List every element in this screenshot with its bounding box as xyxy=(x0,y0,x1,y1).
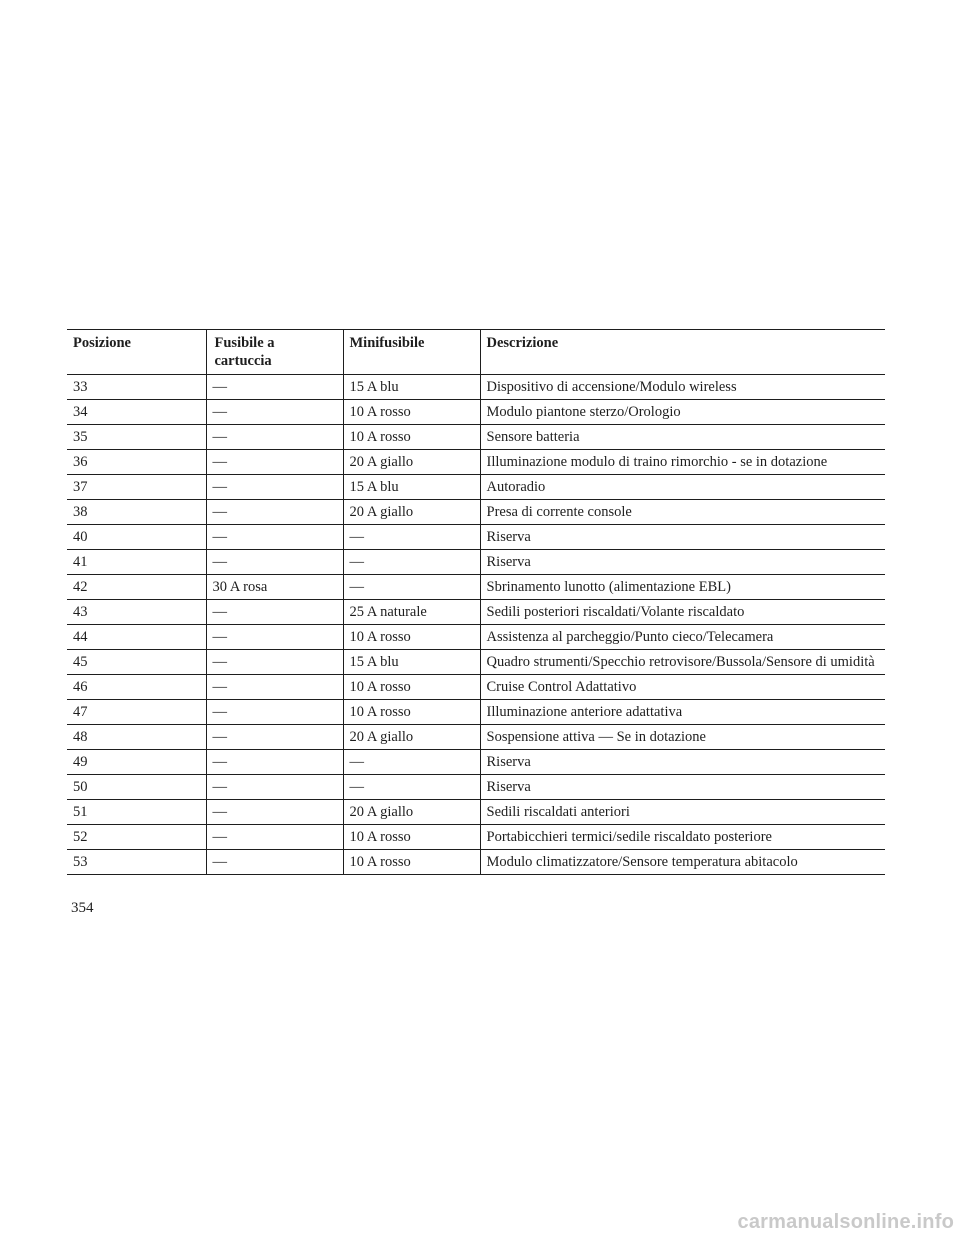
cell-cartridge-fuse: — xyxy=(206,500,343,525)
table-row xyxy=(67,600,885,625)
cell-description: Cruise Control Adattativo xyxy=(480,675,885,700)
cell-description: Sospensione attiva — Se in dotazione xyxy=(480,725,885,750)
cell-cartridge-fuse: — xyxy=(206,775,343,800)
cell-mini-fuse: 25 A naturale xyxy=(343,600,480,625)
table-header-row xyxy=(67,330,885,375)
cell-position: 52 xyxy=(67,825,206,850)
cell-mini-fuse: 20 A giallo xyxy=(343,500,480,525)
header-cartridge-fuse: Fusibile a cartuccia xyxy=(206,330,343,375)
table-row xyxy=(67,775,885,800)
header-position: Posizione xyxy=(67,330,206,375)
cell-position: 47 xyxy=(67,700,206,725)
cell-cartridge-fuse: — xyxy=(206,750,343,775)
table-row xyxy=(67,625,885,650)
fuse-table xyxy=(67,329,885,875)
cell-position: 46 xyxy=(67,675,206,700)
cell-description: Sedili posteriori riscaldati/Volante riscaldato xyxy=(480,600,885,625)
table-row xyxy=(67,725,885,750)
watermark: carmanualsonline.info xyxy=(737,1211,954,1233)
cell-position: 45 xyxy=(67,650,206,675)
cell-description: Dispositivo di accensione/Modulo wireless xyxy=(480,375,885,400)
cell-cartridge-fuse: — xyxy=(206,650,343,675)
cell-description: Modulo piantone sterzo/Orologio xyxy=(480,400,885,425)
cell-cartridge-fuse: — xyxy=(206,675,343,700)
header-description: Descrizione xyxy=(480,330,885,375)
cell-mini-fuse: — xyxy=(343,775,480,800)
cell-position: 50 xyxy=(67,775,206,800)
cell-description: Illuminazione anteriore adattativa xyxy=(480,700,885,725)
cell-cartridge-fuse: — xyxy=(206,825,343,850)
cell-position: 44 xyxy=(67,625,206,650)
cell-position: 51 xyxy=(67,800,206,825)
cell-mini-fuse: 15 A blu xyxy=(343,650,480,675)
table-row xyxy=(67,675,885,700)
cell-cartridge-fuse: — xyxy=(206,725,343,750)
cell-mini-fuse: 20 A giallo xyxy=(343,450,480,475)
table-row xyxy=(67,475,885,500)
cell-description: Portabicchieri termici/sedile riscaldato posteriore xyxy=(480,825,885,850)
cell-mini-fuse: — xyxy=(343,575,480,600)
cell-position: 43 xyxy=(67,600,206,625)
cell-mini-fuse: 10 A rosso xyxy=(343,700,480,725)
table-row xyxy=(67,850,885,875)
table-row xyxy=(67,575,885,600)
cell-description: Sbrinamento lunotto (alimentazione EBL) xyxy=(480,575,885,600)
table-row xyxy=(67,375,885,400)
cell-description: Autoradio xyxy=(480,475,885,500)
cell-description: Presa di corrente console xyxy=(480,500,885,525)
cell-description: Assistenza al parcheggio/Punto cieco/Telecamera xyxy=(480,625,885,650)
cell-description: Riserva xyxy=(480,775,885,800)
cell-description: Quadro strumenti/Specchio retrovisore/Bussola/Sensore di umidità xyxy=(480,650,885,675)
cell-description: Riserva xyxy=(480,525,885,550)
cell-position: 34 xyxy=(67,400,206,425)
table-row xyxy=(67,450,885,475)
table-row xyxy=(67,500,885,525)
table-row xyxy=(67,750,885,775)
cell-mini-fuse: 10 A rosso xyxy=(343,675,480,700)
cell-cartridge-fuse: — xyxy=(206,850,343,875)
cell-position: 36 xyxy=(67,450,206,475)
table-row xyxy=(67,525,885,550)
cell-position: 33 xyxy=(67,375,206,400)
cell-description: Riserva xyxy=(480,550,885,575)
cell-cartridge-fuse: — xyxy=(206,600,343,625)
cell-cartridge-fuse: — xyxy=(206,800,343,825)
cell-position: 37 xyxy=(67,475,206,500)
cell-cartridge-fuse: — xyxy=(206,550,343,575)
header-mini-fuse: Minifusibile xyxy=(343,330,480,375)
cell-mini-fuse: 10 A rosso xyxy=(343,400,480,425)
cell-description: Modulo climatizzatore/Sensore temperatura abitacolo xyxy=(480,850,885,875)
cell-description: Sensore batteria xyxy=(480,425,885,450)
cell-cartridge-fuse: 30 A rosa xyxy=(206,575,343,600)
cell-mini-fuse: — xyxy=(343,750,480,775)
cell-cartridge-fuse: — xyxy=(206,450,343,475)
cell-cartridge-fuse: — xyxy=(206,625,343,650)
cell-cartridge-fuse: — xyxy=(206,400,343,425)
cell-position: 49 xyxy=(67,750,206,775)
cell-position: 38 xyxy=(67,500,206,525)
table-row xyxy=(67,700,885,725)
cell-mini-fuse: 20 A giallo xyxy=(343,725,480,750)
cell-cartridge-fuse: — xyxy=(206,375,343,400)
cell-description: Sedili riscaldati anteriori xyxy=(480,800,885,825)
table-row xyxy=(67,550,885,575)
cell-mini-fuse: 10 A rosso xyxy=(343,425,480,450)
cell-mini-fuse: — xyxy=(343,525,480,550)
cell-mini-fuse: — xyxy=(343,550,480,575)
cell-cartridge-fuse: — xyxy=(206,525,343,550)
cell-position: 53 xyxy=(67,850,206,875)
cell-cartridge-fuse: — xyxy=(206,425,343,450)
cell-position: 40 xyxy=(67,525,206,550)
table-row xyxy=(67,650,885,675)
cell-position: 42 xyxy=(67,575,206,600)
cell-position: 48 xyxy=(67,725,206,750)
cell-position: 35 xyxy=(67,425,206,450)
cell-mini-fuse: 15 A blu xyxy=(343,375,480,400)
table-row xyxy=(67,825,885,850)
cell-mini-fuse: 10 A rosso xyxy=(343,625,480,650)
cell-description: Illuminazione modulo di traino rimorchio - se in dotazione xyxy=(480,450,885,475)
cell-mini-fuse: 10 A rosso xyxy=(343,825,480,850)
cell-mini-fuse: 20 A giallo xyxy=(343,800,480,825)
cell-position: 41 xyxy=(67,550,206,575)
cell-mini-fuse: 15 A blu xyxy=(343,475,480,500)
table-row xyxy=(67,400,885,425)
cell-cartridge-fuse: — xyxy=(206,475,343,500)
cell-cartridge-fuse: — xyxy=(206,700,343,725)
page-number: 354 xyxy=(71,900,94,916)
table-row xyxy=(67,800,885,825)
table-row xyxy=(67,425,885,450)
cell-description: Riserva xyxy=(480,750,885,775)
cell-mini-fuse: 10 A rosso xyxy=(343,850,480,875)
